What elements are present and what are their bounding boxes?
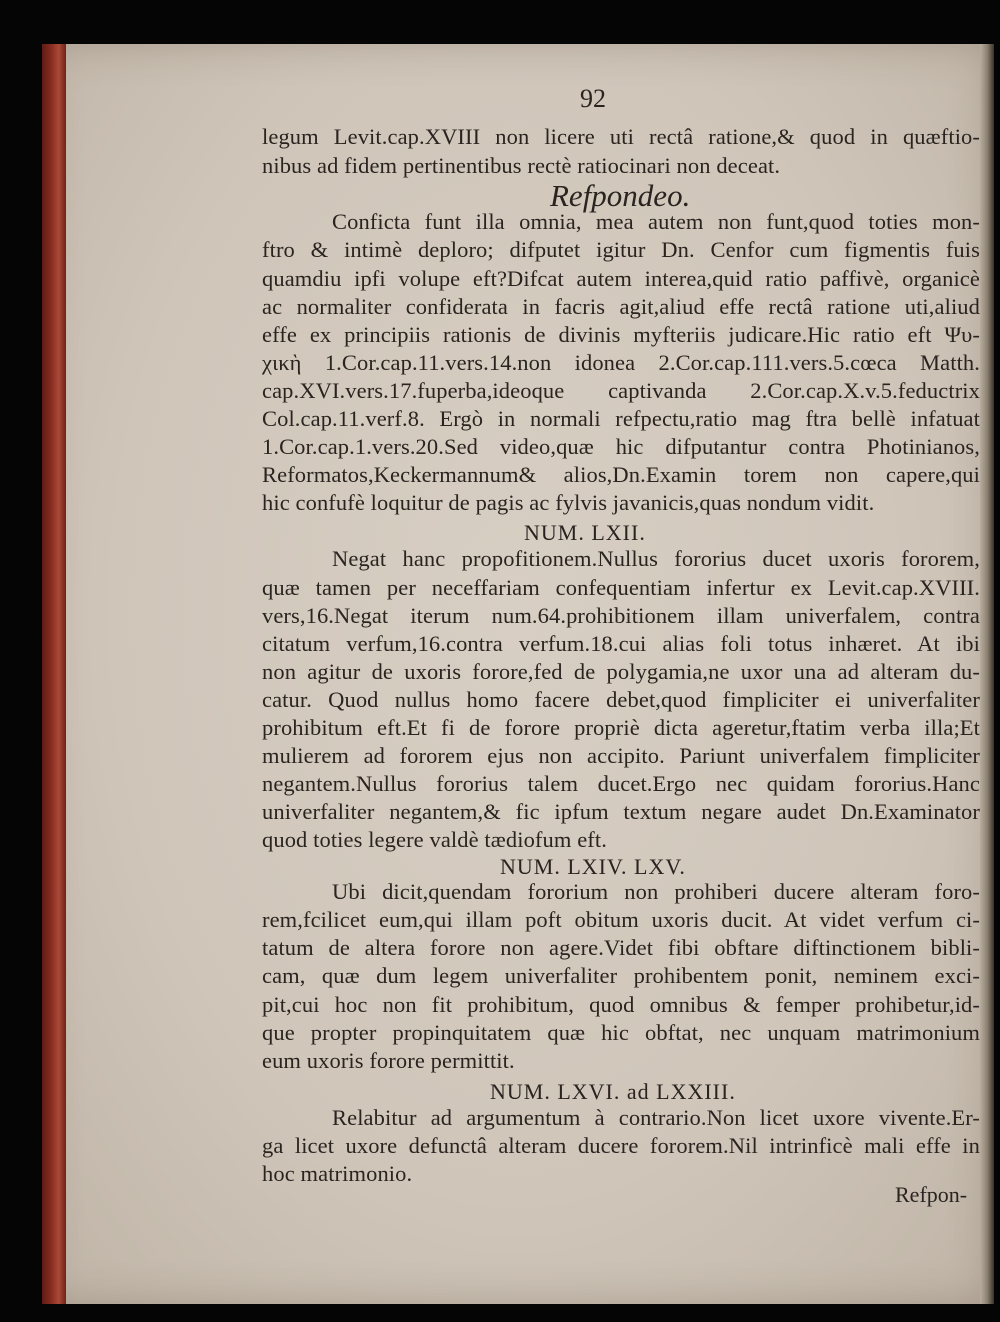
text-line: tatum de altera forore non agere.Videt fibi obftare diftinctionem bibli- <box>262 935 980 960</box>
text-line: χικὴ 1.Cor.cap.11.vers.14.non idonea 2.Cor.cap.111.vers.5.cœca Matth. <box>262 350 980 375</box>
text-line: eum uxoris forore permittit. <box>262 1048 515 1073</box>
text-line: pit,cui hoc non fit prohibitum, quod omnibus & femper prohibetur,id- <box>262 992 980 1017</box>
text-line: ftro & intimè deploro; difputet igitur Dn. Cenfor cum figmentis fuis <box>262 237 980 262</box>
text-line: Negat hanc propofitionem.Nullus fororius ducet uxoris fororem, <box>332 546 980 571</box>
text-line: hoc matrimonio. <box>262 1161 413 1186</box>
text-line: prohibitum eft.Et fi de forore propriè dicta ageretur,ftatim verba illa;Et <box>262 715 980 740</box>
red-page-edge <box>42 44 66 1304</box>
text-line: que propter propinquitatem quæ hic obftat, nec unquam matrimonium <box>262 1020 980 1045</box>
text-line: rem,fcilicet eum,qui illam poft obitum uxoris ducit. At videt verfum ci- <box>262 907 980 932</box>
text-line: quamdiu ipfi volupe eft?Difcat autem interea,quid ratio paffivè, organicè <box>262 266 980 291</box>
text-line: cam, quæ dum legem univerfaliter prohibentem ponit, neminem exci- <box>262 963 980 988</box>
text-line: ac normaliter confiderata in facris agit,aliud effe rectâ ratione uti,aliud <box>262 294 980 319</box>
text-line: citatum verfum,16.contra verfum.18.cui alias foli totus inhæret. At ibi <box>262 631 980 656</box>
text-line: cap.XVI.vers.17.fuperba,ideoque captivanda 2.Cor.cap.X.v.5.feductrix <box>262 378 980 403</box>
text-line: mulierem ad fororem ejus non accipito. Pariunt univerfalem fimpliciter <box>262 743 980 768</box>
section-heading: Refpondeo. <box>550 178 691 213</box>
text-line: quæ tamen per neceffariam confequentiam infertur ex Levit.cap.XVIII. <box>262 575 980 600</box>
text-line: 1.Cor.cap.1.vers.20.Sed video,quæ hic difputantur contra Photinianos, <box>262 434 980 459</box>
text-line: Relabitur ad argumentum à contrario.Non licet uxore vivente.Er- <box>332 1105 980 1130</box>
catchword: Refpon- <box>895 1182 968 1207</box>
section-number-heading: NUM. LXII. <box>524 520 646 545</box>
text-line: Col.cap.11.verf.8. Ergò in normali refpectu,ratio mag ftra bellè infatuat <box>262 406 980 431</box>
text-line: non agitur de uxoris forore,fed de polygamia,ne uxor una ad alteram du- <box>262 659 980 684</box>
section-number-heading: NUM. LXIV. LXV. <box>500 854 686 879</box>
text-line: Reformatos,Keckermannum& alios,Dn.Examin torem non capere,qui <box>262 462 980 487</box>
text-line: catur. Quod nullus homo facere debet,quod fimpliciter ei univerfaliter <box>262 687 980 712</box>
text-line: hic confufè loquitur de pagis ac fylvis javanicis,quas nondum vidit. <box>262 490 875 515</box>
page-gutter-edge <box>980 44 994 1304</box>
text-line: negantem.Nullus fororius talem ducet.Ergo nec quidam fororius.Hanc <box>262 771 980 796</box>
text-line: ga licet uxore defunctâ alteram ducere fororem.Nil intrinficè mali effe in <box>262 1133 980 1158</box>
text-line: effe ex principiis rationis de divinis myfteriis judicare.Hic ratio eft Ψυ- <box>262 322 980 347</box>
text-line: Conficta funt illa omnia, mea autem non funt,quod toties mon- <box>332 209 980 234</box>
section-number-heading: NUM. LXVI. ad LXXIII. <box>490 1079 736 1104</box>
text-line: quod toties legere valdè tædiofum eft. <box>262 827 607 852</box>
page-number: 92 <box>580 84 606 113</box>
text-line: legum Levit.cap.XVIII non licere uti rectâ ratione,& quod in quæftio- <box>262 124 980 149</box>
text-line: nibus ad fidem pertinentibus rectè ratiocinari non deceat. <box>262 153 781 178</box>
text-line: Ubi dicit,quendam fororium non prohiberi ducere alteram foro- <box>332 879 980 904</box>
text-line: univerfaliter negantem,& fic ipfum textum negare audet Dn.Examinator <box>262 799 980 824</box>
text-line: vers,16.Negat iterum num.64.prohibitionem illam univerfalem, contra <box>262 603 980 628</box>
